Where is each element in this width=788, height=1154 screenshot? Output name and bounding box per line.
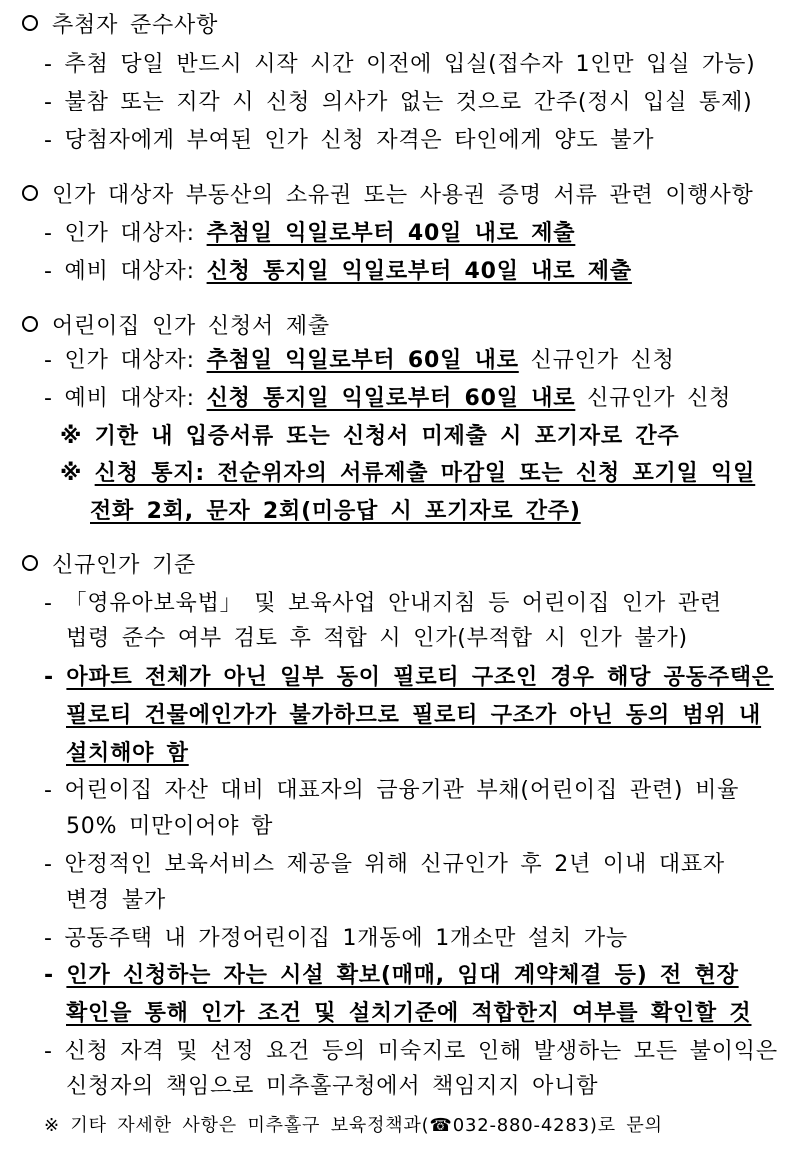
section-4-item-d-cont: 변경 불가 (66, 888, 167, 913)
section-4-item-e: - 공동주택 내 가정어린이집 1개동에 1개소만 설치 가능 (44, 926, 628, 951)
section-4-item-c: - 어린이집 자산 대비 대표자의 금융기관 부채(어린이집 관련) 비율 (44, 778, 740, 803)
phone-icon: ☎ (429, 1115, 453, 1136)
section-2-item-1: - 인가 대상자: 추첨일 익일로부터 40일 내로 제출 (44, 221, 576, 246)
section-4-item-g-cont: 신청자의 책임으로 미추홀구청에서 책임지지 아니함 (66, 1074, 599, 1099)
section-2-item-2: - 예비 대상자: 신청 통지일 익일로부터 40일 내로 제출 (44, 259, 632, 284)
section-3-heading: 어린이집 인가 신청서 제출 (22, 312, 330, 342)
section-4-item-d: - 안정적인 보육서비스 제공을 위해 신규인가 후 2년 이내 대표자 (44, 852, 725, 877)
section-3-note-1: ※ 기한 내 입증서류 또는 신청서 미제출 시 포기자로 간주 (60, 424, 680, 449)
section-3-item-2: - 예비 대상자: 신청 통지일 익일로부터 60일 내로 신규인가 신청 (44, 386, 732, 411)
bullet-circle-icon (22, 555, 38, 571)
bullet-circle-icon (22, 185, 38, 201)
section-3-note-2: ※ 신청 통지: 전순위자의 서류제출 마감일 또는 신청 포기일 익일 (60, 461, 756, 486)
section-4-heading: 신규인가 기준 (22, 551, 196, 581)
section-2-heading: 인가 대상자 부동산의 소유권 또는 사용권 증명 서류 관련 이행사항 (22, 181, 754, 211)
phone-number: 032-880-4283 (452, 1115, 590, 1136)
section-4-item-b-cont-1: 필로티 건물에인가가 불가하므로 필로티 구조가 아닌 동의 범위 내 (66, 703, 762, 728)
section-4-item-b-cont-2: 설치해야 함 (66, 741, 189, 766)
bullet-circle-icon (22, 15, 38, 31)
section-4-item-a-cont: 법령 준수 여부 검토 후 적합 시 인가(부적합 시 인가 불가) (66, 626, 688, 651)
section-1-item-1: - 추첨 당일 반드시 시작 시간 이전에 입실(접수자 1인만 입실 가능) (44, 52, 756, 77)
section-4-item-a: - 「영유아보육법」 및 보육사업 안내지침 등 어린이집 인가 관련 (44, 591, 722, 616)
section-4-item-f-cont: 확인을 통해 인가 조건 및 설치기준에 적합한지 여부를 확인할 것 (66, 1001, 752, 1026)
section-1-heading: 추첨자 준수사항 (22, 11, 218, 41)
section-3-note-2-cont: 전화 2회, 문자 2회(미응답 시 포기자로 간주) (90, 499, 581, 524)
section-3-item-1: - 인가 대상자: 추첨일 익일로부터 60일 내로 신규인가 신청 (44, 348, 675, 373)
section-4-item-b: - 아파트 전체가 아닌 일부 동이 필로티 구조인 경우 해당 공동주택은 (44, 665, 774, 690)
bullet-circle-icon (22, 316, 38, 332)
section-4-item-c-cont: 50% 미만이어야 함 (66, 814, 274, 839)
section-1-item-3: - 당첨자에게 부여된 인가 신청 자격은 타인에게 양도 불가 (44, 128, 655, 153)
section-4-item-g: - 신청 자격 및 선정 요건 등의 미숙지로 인해 발생하는 모든 불이익은 (44, 1039, 778, 1064)
footer-contact: ※ 기타 자세한 사항은 미추홀구 보육정책과(☎032-880-4283)로 문의 (44, 1111, 663, 1141)
section-4-item-f: - 인가 신청하는 자는 시설 확보(매매, 임대 계약체결 등) 전 현장 (44, 963, 739, 988)
section-1-item-2: - 불참 또는 지각 시 신청 의사가 없는 것으로 간주(정시 입실 통제) (44, 90, 753, 115)
